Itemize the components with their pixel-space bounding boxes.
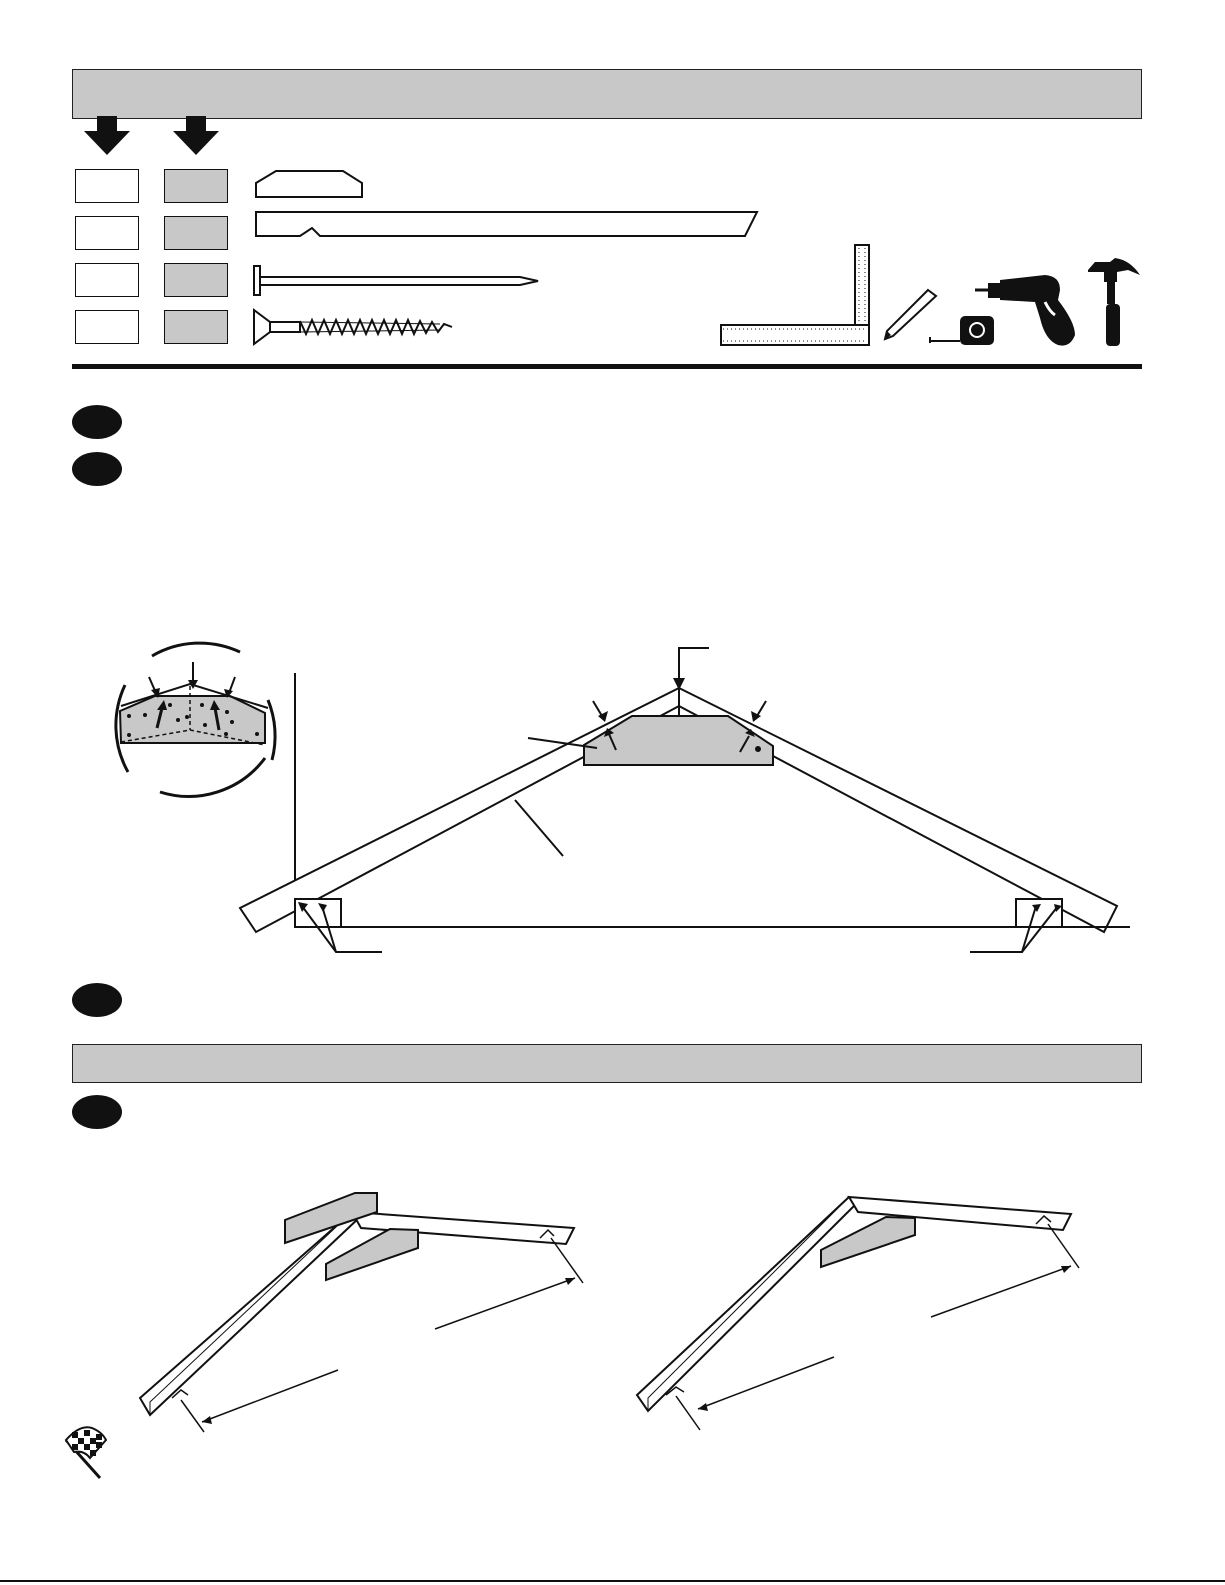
page-bottom-rule [0, 1580, 1225, 1582]
step-bullet-1 [72, 405, 122, 439]
subsection-header-bar [72, 1044, 1142, 1083]
checkered-flag-icon [66, 1427, 106, 1478]
qty-remaining-box-3 [164, 263, 228, 297]
screw-part-icon [254, 310, 452, 344]
nail-part-icon [254, 266, 538, 295]
gusset-plate-part-icon [256, 171, 362, 197]
qty-used-box-2 [75, 216, 139, 250]
rafter-assembly-perspective-left [140, 1193, 583, 1432]
step-bullet-2 [72, 452, 122, 486]
qty-remaining-box-4 [164, 310, 228, 344]
tape-measure-icon [930, 316, 994, 345]
down-arrow-icon [84, 116, 130, 155]
hammer-icon [1088, 258, 1140, 346]
qty-remaining-box-2 [164, 216, 228, 250]
qty-used-box-4 [75, 310, 139, 344]
rafter-board-part-icon [256, 212, 757, 236]
section-divider [72, 364, 1142, 369]
carpenter-square-icon [721, 245, 869, 345]
qty-used-box-3 [75, 263, 139, 297]
truss-diagram [240, 648, 1130, 952]
step-bullet-4 [72, 1095, 122, 1129]
down-arrow-icon [173, 116, 219, 155]
pencil-icon [885, 290, 936, 339]
qty-remaining-box-1 [164, 169, 228, 203]
detail-magnifier [116, 643, 275, 796]
qty-used-box-1 [75, 169, 139, 203]
rafter-assembly-perspective-right [637, 1197, 1079, 1430]
step-bullet-3 [72, 983, 122, 1017]
